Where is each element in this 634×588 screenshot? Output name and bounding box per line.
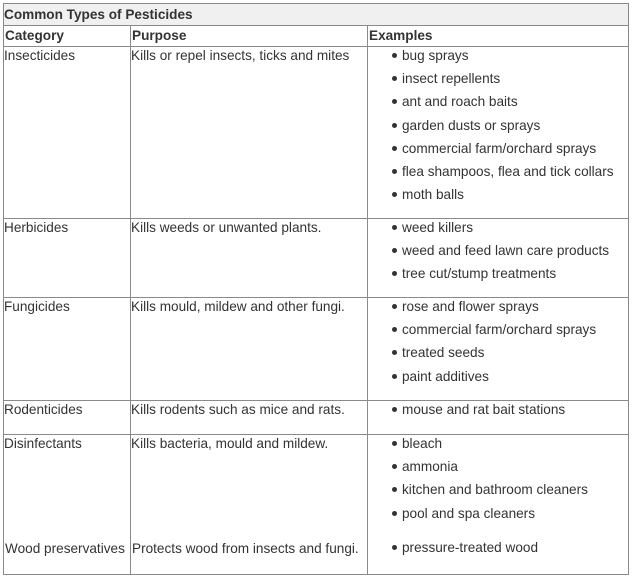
table-row: [4, 219, 629, 298]
list-item: weed and feed lawn care products: [388, 242, 628, 265]
examples-list: [368, 401, 628, 424]
category-cell: Herbicides: [4, 219, 131, 298]
header-row: [4, 26, 629, 47]
examples-list: [368, 219, 628, 289]
table-row: [4, 401, 629, 435]
category-cell: Rodenticides: [4, 401, 131, 435]
examples-list: [368, 539, 538, 562]
purpose-cell: Kills or repel insects, ticks and mites: [131, 47, 368, 219]
category-cell: [4, 435, 131, 575]
header-purpose: Purpose: [131, 26, 368, 47]
examples-cell: [368, 298, 629, 401]
list-item: pool and spa cleaners: [388, 505, 628, 528]
list-item: kitchen and bathroom cleaners: [388, 481, 628, 504]
examples-list: [368, 435, 628, 528]
examples-list: [368, 298, 628, 391]
purpose-cell: Kills mould, mildew and other fungi.: [131, 298, 368, 401]
list-item: garden dusts or sprays: [388, 117, 628, 140]
header-examples: Examples: [368, 26, 629, 47]
examples-cell: [368, 47, 629, 219]
list-item: mouse and rat bait stations: [388, 401, 628, 424]
category-text: Wood preservatives: [5, 541, 125, 556]
pesticides-table: [3, 3, 629, 575]
list-item: flea shampoos, flea and tick collars: [388, 163, 628, 186]
list-item: ammonia: [388, 458, 628, 481]
purpose-cell: [131, 435, 368, 575]
table-row: [4, 47, 629, 219]
list-item: bleach: [388, 435, 628, 458]
table-row: [4, 435, 629, 575]
list-item: commercial farm/orchard sprays: [388, 140, 628, 163]
examples-cell: [368, 435, 629, 575]
list-item: rose and flower sprays: [388, 298, 628, 321]
category-text: Disinfectants: [4, 436, 82, 451]
purpose-text: Protects wood from insects and fungi.: [132, 541, 359, 556]
list-item: bug sprays: [388, 47, 628, 70]
table-row: [4, 298, 629, 401]
purpose-cell: Kills rodents such as mice and rats.: [131, 401, 368, 435]
list-item: pressure-treated wood: [388, 539, 538, 562]
list-item: paint additives: [388, 368, 628, 391]
list-item: weed killers: [388, 219, 628, 242]
examples-cell: [368, 401, 629, 435]
table-caption: Common Types of Pesticides: [4, 4, 629, 26]
examples-cell: [368, 219, 629, 298]
header-category: Category: [4, 26, 131, 47]
examples-list: [368, 47, 628, 209]
list-item: ant and roach baits: [388, 93, 628, 116]
list-item: treated seeds: [388, 344, 628, 367]
category-cell: Fungicides: [4, 298, 131, 401]
list-item: commercial farm/orchard sprays: [388, 321, 628, 344]
list-item: tree cut/stump treatments: [388, 265, 628, 288]
list-item: insect repellents: [388, 70, 628, 93]
purpose-cell: Kills weeds or unwanted plants.: [131, 219, 368, 298]
category-cell: Insecticides: [4, 47, 131, 219]
list-item: moth balls: [388, 186, 628, 209]
purpose-text: Kills bacteria, mould and mildew.: [131, 436, 329, 451]
